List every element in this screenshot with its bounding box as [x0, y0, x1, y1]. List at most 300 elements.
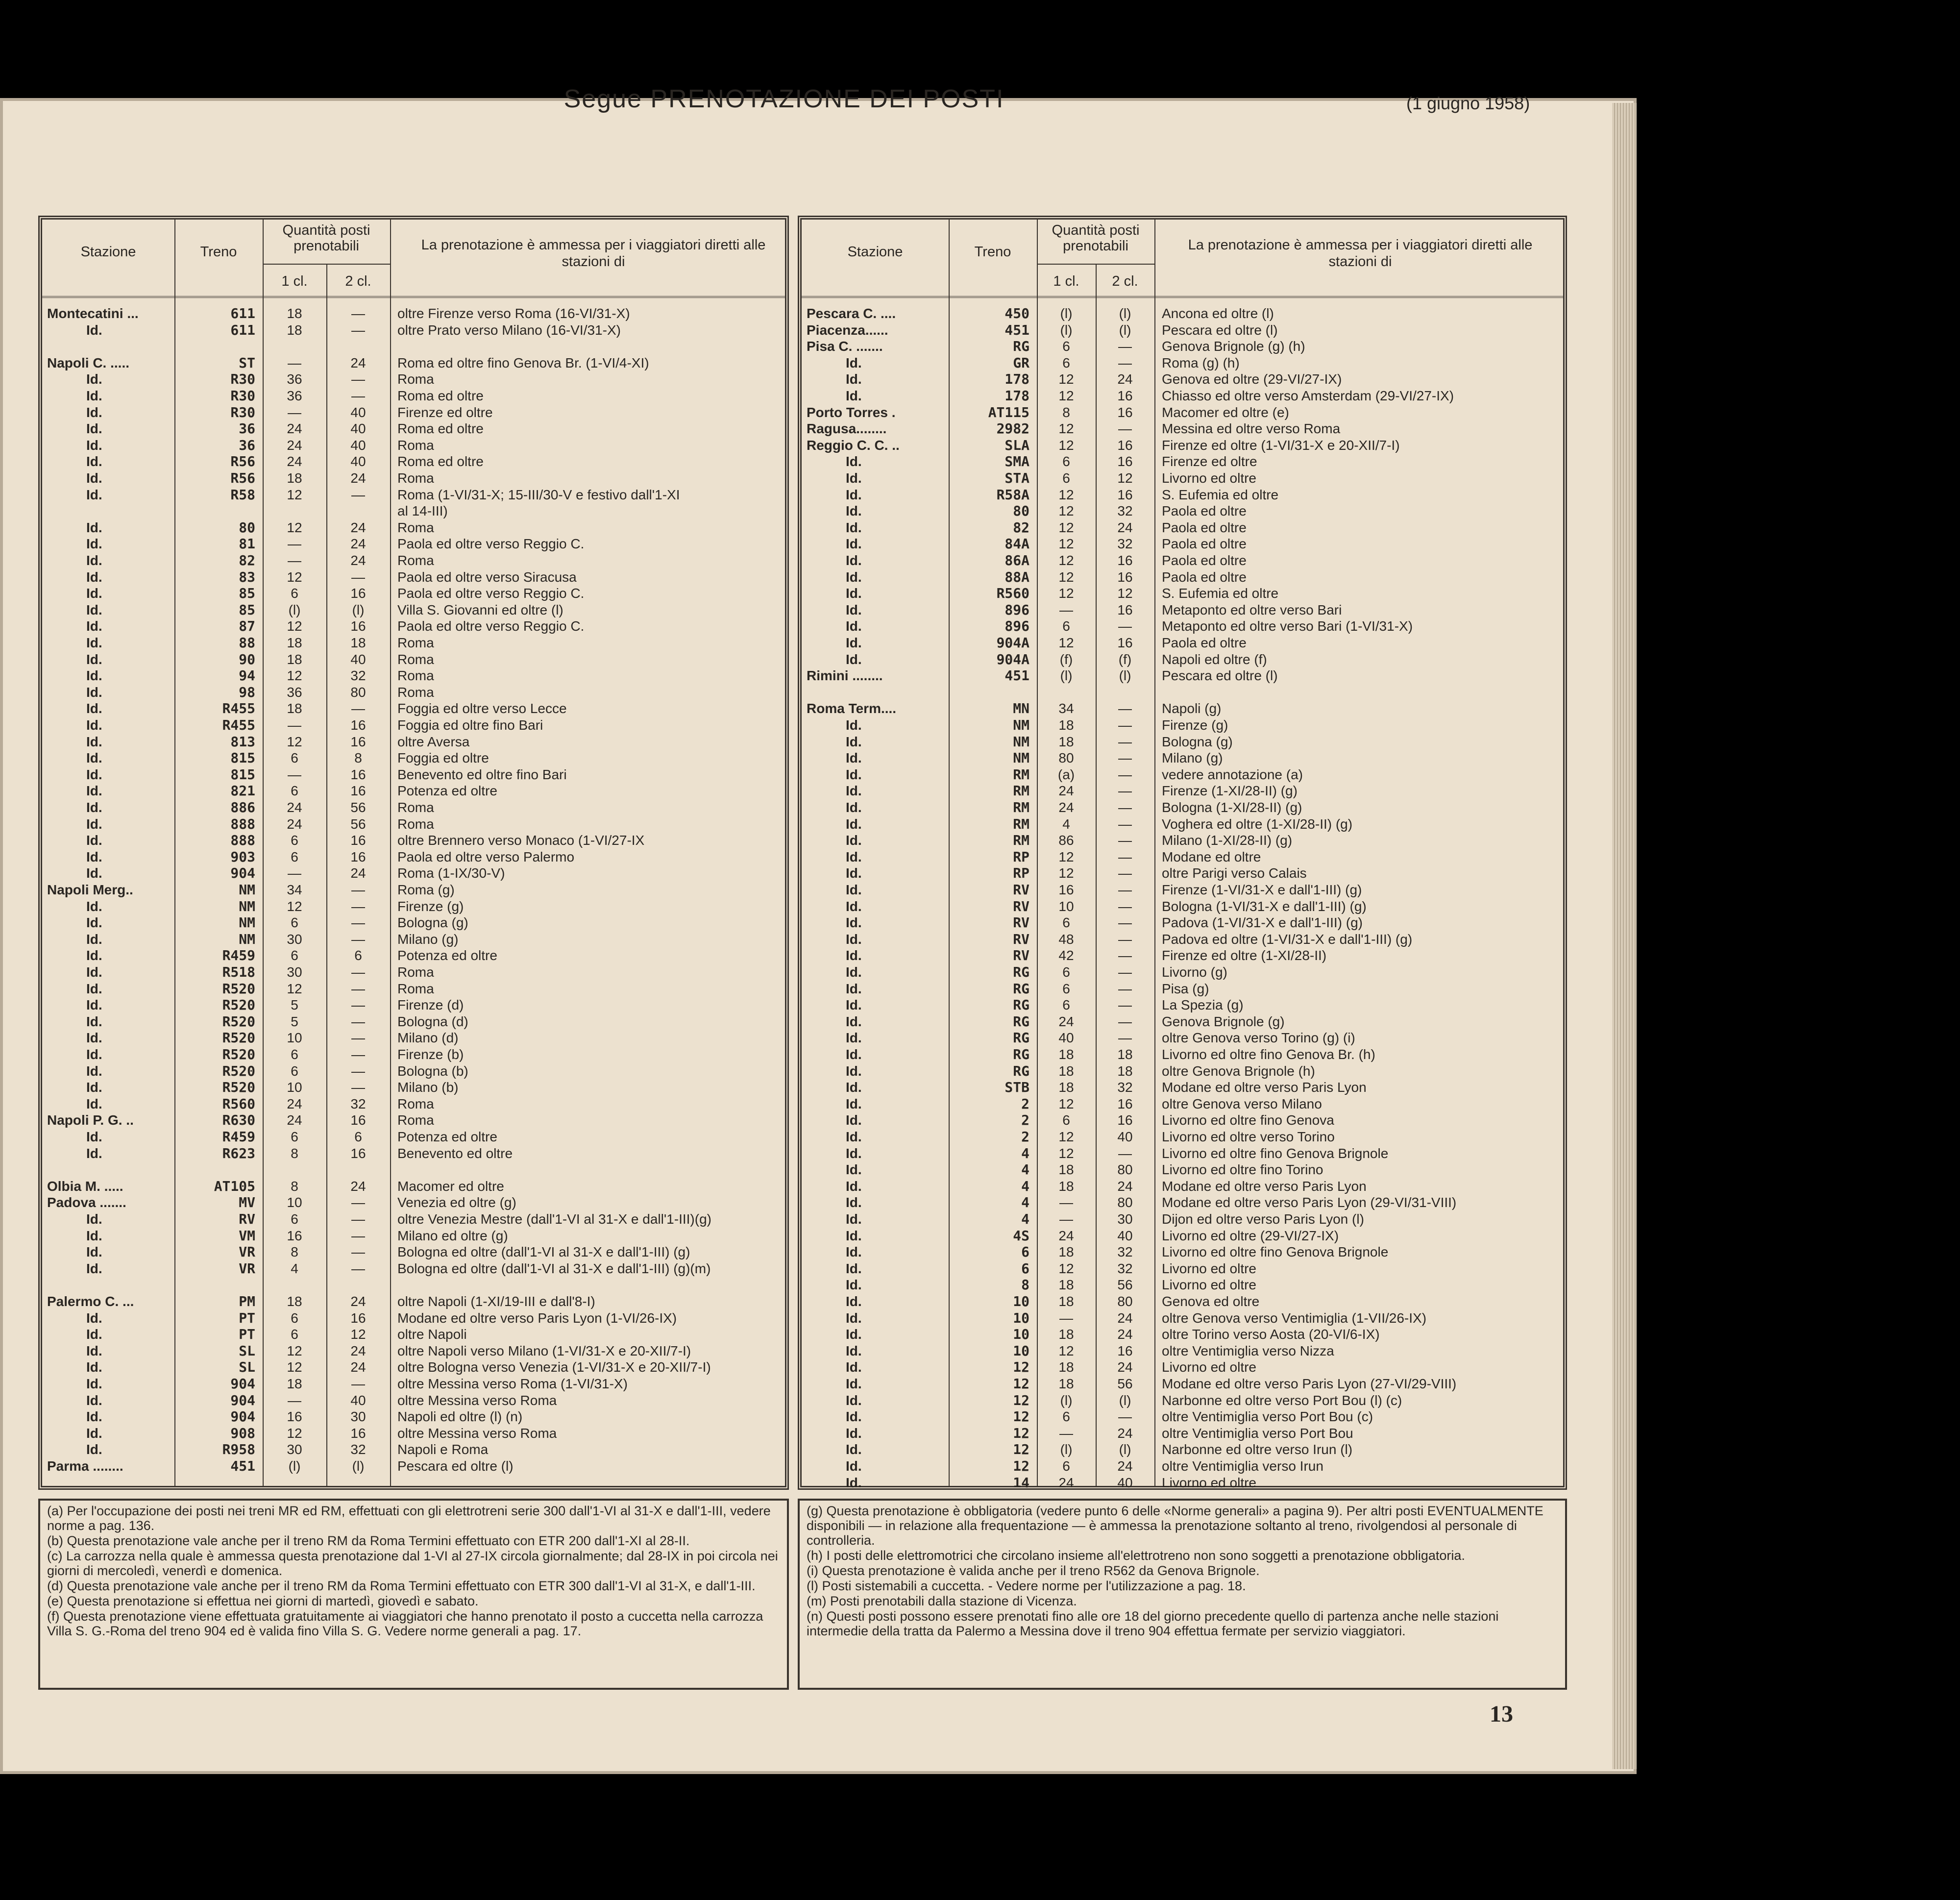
destination-cell: Genova ed oltre [1162, 1294, 1260, 1309]
first-class-seats: 18 [287, 322, 302, 338]
train-cell: MN [1013, 700, 1029, 717]
destination-cell: Firenze (g) [1162, 717, 1228, 733]
first-class-seats: 30 [287, 931, 302, 947]
train-cell: R520 [222, 1046, 255, 1062]
station-cell: Id. [846, 816, 862, 832]
table-row [802, 1030, 1563, 1046]
table-row [802, 1112, 1563, 1128]
station-cell: Id. [846, 519, 862, 535]
destination-cell: oltre Genova verso Ventimiglia (1-VII/26-IX) [1162, 1310, 1427, 1326]
station-cell: Id. [86, 602, 102, 617]
train-cell: RG [1013, 1062, 1029, 1079]
footnotes-right [798, 1499, 1567, 1690]
destination-cell: Genova Brignole (g) (h) [1162, 339, 1305, 354]
destination-cell: oltre Ventimiglia verso Port Bou [1162, 1425, 1353, 1441]
destination-cell: Narbonne ed oltre verso Port Bou (l) (c) [1162, 1392, 1402, 1408]
station-cell: Id. [86, 487, 102, 502]
station-cell: Id. [86, 1047, 102, 1062]
footnote: (h) I posti delle elettromotrici che circolano insieme all'elettrotreno non sono soggetti a prenotazione obbligatoria. [807, 1548, 1465, 1563]
train-cell: 4S [1013, 1227, 1029, 1244]
first-class-seats: 12 [1058, 388, 1074, 403]
destination-cell: Firenze ed oltre (1-VI/31-X e 20-XII/7-I) [1162, 437, 1400, 453]
destination-cell: Potenza ed oltre [397, 1129, 497, 1144]
table-row [42, 931, 785, 947]
table-row [42, 519, 785, 536]
train-cell: R520 [222, 1062, 255, 1079]
second-class-seats: 16 [350, 618, 366, 634]
train-cell: R520 [222, 1079, 255, 1096]
station-cell: Id. [86, 1013, 102, 1029]
destination-cell: Modane ed oltre verso Paris Lyon [1162, 1178, 1367, 1194]
train-cell: 904 [230, 1376, 255, 1392]
station-cell: Parma ........ [47, 1458, 123, 1474]
destination-cell: Bologna (g) [1162, 734, 1233, 749]
first-class-seats: 24 [287, 1112, 302, 1128]
table-row [802, 1425, 1563, 1441]
train-cell: GR [1013, 354, 1029, 371]
station-cell: Id. [86, 833, 102, 848]
destination-cell: oltre Venezia Mestre (dall'1-VI al 31-X e dall'1-III)(g) [397, 1211, 711, 1227]
station-cell: Id. [86, 454, 102, 469]
second-class-seats: (l) [352, 602, 365, 617]
table-row [802, 635, 1563, 651]
first-class-seats: 18 [1058, 1178, 1074, 1194]
table-row [802, 750, 1563, 766]
train-cell: 908 [230, 1425, 255, 1441]
first-class-seats: 12 [287, 569, 302, 585]
second-class-seats: 32 [1117, 503, 1133, 519]
second-class-seats: 16 [350, 766, 366, 782]
second-class-seats: 16 [1117, 437, 1133, 453]
train-cell: R623 [222, 1145, 255, 1161]
station-cell: Id. [86, 1359, 102, 1375]
destination-cell: La Spezia (g) [1162, 997, 1244, 1013]
train-cell: 896 [1004, 601, 1029, 618]
table-row [42, 700, 785, 716]
station-cell: Id. [846, 470, 862, 486]
train-cell: 611 [230, 321, 255, 338]
first-class-seats: 12 [1058, 371, 1074, 387]
table-row [802, 931, 1563, 947]
second-class-seats: — [1118, 833, 1132, 848]
train-cell: R520 [222, 980, 255, 997]
destination-cell: Paola ed oltre [1162, 553, 1247, 568]
destination-cell: Roma [397, 437, 434, 453]
destination-cell: Livorno ed oltre [1162, 470, 1257, 486]
destination-cell: oltre Parigi verso Calais [1162, 865, 1307, 881]
second-class-seats: — [351, 1195, 365, 1210]
train-cell: 88 [239, 635, 255, 651]
table-row [802, 914, 1563, 931]
destination-cell: Milano (b) [397, 1080, 459, 1095]
destination-cell: Pisa (g) [1162, 981, 1209, 996]
destination-cell: oltre Genova verso Milano [1162, 1096, 1322, 1111]
train-cell: 904A [996, 635, 1029, 651]
first-class-seats: 6 [291, 833, 298, 848]
destination-cell: Firenze ed oltre [397, 404, 493, 420]
second-class-seats: 24 [1117, 1178, 1133, 1194]
second-class-seats: 24 [350, 355, 366, 370]
train-cell: R30 [230, 404, 255, 420]
train-cell: 12 [1013, 1408, 1029, 1425]
table-row [42, 338, 785, 354]
table-row [802, 585, 1563, 601]
header-quantita: Quantità posti prenotabili [1052, 222, 1140, 254]
table-row [802, 470, 1563, 486]
station-cell: Id. [86, 1425, 102, 1441]
train-cell: 2 [1021, 1112, 1029, 1129]
station-cell: Id. [86, 569, 102, 585]
table-row [42, 1244, 785, 1260]
destination-cell: Napoli ed oltre (l) (n) [397, 1409, 523, 1425]
first-class-seats: 24 [287, 816, 302, 832]
table-row [42, 1425, 785, 1441]
station-cell: Id. [846, 1343, 862, 1358]
first-class-seats: 36 [287, 371, 302, 387]
first-class-seats: 16 [287, 1409, 302, 1425]
station-cell: Id. [86, 915, 102, 931]
first-class-seats: 6 [1062, 339, 1070, 354]
table-row [42, 832, 785, 848]
train-cell: 813 [230, 733, 255, 750]
destination-cell: oltre Firenze verso Roma (16-VI/31-X) [397, 306, 630, 321]
station-cell: Id. [86, 1063, 102, 1079]
station-cell: Id. [846, 800, 862, 815]
second-class-seats: 32 [350, 1442, 366, 1457]
first-class-seats: 12 [287, 1425, 302, 1441]
second-class-seats: — [1118, 997, 1132, 1013]
train-cell: RM [1013, 799, 1029, 815]
first-class-seats: 24 [1058, 1228, 1074, 1243]
train-cell: R459 [222, 947, 255, 964]
first-class-seats: 5 [291, 997, 298, 1013]
train-cell: 904 [230, 1408, 255, 1425]
train-cell: 81 [239, 536, 255, 552]
destination-cell: Metaponto ed oltre verso Bari (1-VI/31-X) [1162, 618, 1413, 634]
destination-cell: Metaponto ed oltre verso Bari [1162, 602, 1342, 617]
destination-cell: Foggia ed oltre fino Bari [397, 717, 543, 733]
destination-cell: Roma (g) (h) [1162, 355, 1240, 370]
table-row [42, 1441, 785, 1457]
second-class-seats: 32 [1117, 1080, 1133, 1095]
first-class-seats: — [1059, 1211, 1073, 1227]
train-cell: VR [239, 1244, 255, 1260]
header-treno: Treno [974, 244, 1011, 260]
destination-cell: Messina ed oltre verso Roma [1162, 421, 1341, 437]
table-row [42, 536, 785, 552]
destination-cell: vedere annotazione (a) [1162, 766, 1303, 782]
table-row [42, 453, 785, 469]
table-row [802, 865, 1563, 881]
first-class-seats: 48 [1058, 931, 1074, 947]
station-cell: Id. [846, 865, 862, 881]
table-row [802, 1096, 1563, 1112]
table-row [802, 1161, 1563, 1178]
second-class-seats: 40 [1117, 1475, 1133, 1490]
first-class-seats: (l) [1060, 322, 1073, 338]
destination-cell: Roma [397, 816, 434, 832]
second-class-seats: — [351, 1376, 365, 1391]
station-cell: Id. [846, 1310, 862, 1326]
station-cell: Id. [846, 1392, 862, 1408]
second-class-seats: 16 [350, 1310, 366, 1326]
footnote: (l) Posti sistemabili a cuccetta. - Vedere norme per l'utilizzazione a pag. 18. [807, 1579, 1246, 1593]
destination-cell: Firenze (g) [397, 898, 464, 914]
station-cell: Id. [846, 1080, 862, 1095]
station-cell: Id. [846, 602, 862, 617]
second-class-seats: — [351, 1080, 365, 1095]
destination-cell: Genova ed oltre (29-VI/27-IX) [1162, 371, 1342, 387]
first-class-seats: 24 [287, 421, 302, 437]
train-cell: 10 [1013, 1342, 1029, 1359]
footnotes-left [38, 1499, 789, 1690]
first-class-seats: 18 [287, 1376, 302, 1391]
station-cell: Id. [86, 1080, 102, 1095]
table-row [802, 569, 1563, 585]
table-row [802, 1228, 1563, 1244]
table-row [802, 1244, 1563, 1260]
first-class-seats: 42 [1058, 948, 1074, 963]
second-class-seats: 40 [1117, 1228, 1133, 1243]
train-cell: RG [1013, 1030, 1029, 1046]
train-cell: R455 [222, 700, 255, 717]
first-class-seats: 6 [1062, 964, 1070, 980]
station-cell: Id. [846, 586, 862, 601]
station-cell: Id. [86, 1129, 102, 1144]
first-class-seats: 6 [291, 1063, 298, 1079]
second-class-seats: (l) [1119, 1392, 1131, 1408]
station-cell: Id. [86, 388, 102, 403]
destination-cell: Roma [397, 668, 434, 684]
destination-cell: Ancona ed oltre (l) [1162, 306, 1274, 321]
train-cell: 451 [230, 1458, 255, 1474]
table-row [802, 783, 1563, 799]
destination-cell: Villa S. Giovanni ed oltre (l) [397, 602, 564, 617]
train-cell: 6 [1021, 1244, 1029, 1260]
first-class-seats: 6 [1062, 618, 1070, 634]
first-class-seats: 10 [287, 1195, 302, 1210]
station-cell: Id. [846, 717, 862, 733]
station-cell: Id. [86, 437, 102, 453]
station-cell: Id. [846, 487, 862, 502]
train-cell: RG [1013, 980, 1029, 997]
second-class-seats: 30 [350, 1409, 366, 1425]
first-class-seats: (l) [288, 1458, 301, 1474]
table-row [802, 964, 1563, 980]
destination-cell: oltre Prato verso Milano (16-VI/31-X) [397, 322, 621, 338]
first-class-seats: 6 [291, 750, 298, 766]
second-class-seats: 80 [1117, 1195, 1133, 1210]
station-cell: Id. [846, 1145, 862, 1161]
station-cell: Pescara C. .... [807, 306, 896, 321]
second-class-seats: — [1118, 1030, 1132, 1046]
first-class-seats: (l) [1060, 306, 1073, 321]
destination-cell: Roma [397, 1096, 434, 1111]
train-cell: 178 [1004, 371, 1029, 388]
destination-cell: Padova ed oltre (1-VI/31-X e dall'1-III) (g) [1162, 931, 1413, 947]
station-cell: Id. [846, 618, 862, 634]
table-row [42, 651, 785, 667]
station-cell: Id. [86, 1030, 102, 1046]
destination-cell: oltre Messina verso Roma (1-VI/31-X) [397, 1376, 628, 1391]
second-class-seats: (l) [1119, 322, 1131, 338]
station-cell: Id. [86, 1096, 102, 1111]
station-cell: Id. [846, 1409, 862, 1425]
first-class-seats: (l) [1060, 668, 1073, 684]
table-row [42, 552, 785, 568]
station-cell: Id. [846, 388, 862, 403]
table-row [802, 766, 1563, 783]
train-cell: 12 [1013, 1376, 1029, 1392]
destination-cell: Bologna (g) [397, 915, 468, 931]
header-stazione: Stazione [80, 244, 136, 260]
destination-cell: Livorno ed oltre [1162, 1260, 1257, 1276]
table-row [42, 404, 785, 420]
table-row [802, 1376, 1563, 1392]
train-cell: 12 [1013, 1425, 1029, 1441]
train-cell: SL [239, 1342, 255, 1359]
second-class-seats: — [1118, 849, 1132, 864]
train-cell: 886 [230, 799, 255, 815]
table-row [42, 1277, 785, 1293]
train-cell: 12 [1013, 1441, 1029, 1458]
train-cell: 888 [230, 815, 255, 832]
table-row [802, 667, 1563, 684]
first-class-seats: 4 [291, 1260, 298, 1276]
second-class-seats: — [351, 1047, 365, 1062]
first-class-seats: 18 [1058, 1162, 1074, 1178]
first-class-seats: 18 [287, 651, 302, 667]
train-cell: 82 [239, 552, 255, 568]
station-cell: Id. [86, 800, 102, 815]
first-class-seats: 6 [291, 915, 298, 931]
second-class-seats: 16 [1117, 487, 1133, 502]
train-cell: RG [1013, 338, 1029, 355]
station-cell: Id. [846, 783, 862, 799]
header-cl2: 2 cl. [1112, 273, 1138, 289]
table-row [42, 684, 785, 700]
train-cell: NM [1013, 717, 1029, 733]
first-class-seats: 18 [287, 701, 302, 716]
second-class-seats: 24 [350, 1294, 366, 1309]
train-cell: 903 [230, 848, 255, 865]
second-class-seats: — [351, 931, 365, 947]
first-class-seats: 6 [1062, 915, 1070, 931]
second-class-seats: — [351, 306, 365, 321]
first-class-seats: 12 [1058, 536, 1074, 552]
destination-cell: Paola ed oltre [1162, 536, 1247, 552]
station-cell: Id. [846, 1211, 862, 1227]
first-class-seats: 6 [1062, 454, 1070, 469]
second-class-seats: 16 [350, 1112, 366, 1128]
destination-cell: Livorno ed oltre verso Torino [1162, 1129, 1335, 1144]
first-class-seats: — [288, 404, 301, 420]
destination-cell: Milano (d) [397, 1030, 459, 1046]
table-row [802, 684, 1563, 700]
second-class-seats: — [351, 1211, 365, 1227]
destination-cell: oltre Genova Brignole (h) [1162, 1063, 1315, 1079]
station-cell: Piacenza...... [807, 322, 888, 338]
first-class-seats: 30 [287, 964, 302, 980]
train-cell: R56 [230, 470, 255, 486]
station-cell: Padova ....... [47, 1195, 126, 1210]
train-cell: VM [239, 1227, 255, 1244]
first-class-seats: 12 [1058, 635, 1074, 650]
table-row [42, 816, 785, 832]
station-cell: Id. [86, 1145, 102, 1161]
train-cell: 450 [1004, 305, 1029, 321]
table-header [802, 220, 1563, 298]
table-row [42, 1376, 785, 1392]
destination-cell: oltre Brennero verso Monaco (1-VI/27-IX [397, 833, 645, 848]
destination-cell: Bologna (b) [397, 1063, 468, 1079]
first-class-seats: (l) [1060, 1392, 1073, 1408]
table-row [42, 470, 785, 486]
second-class-seats: 16 [350, 1425, 366, 1441]
table-row [802, 519, 1563, 536]
second-class-seats: — [351, 371, 365, 387]
station-cell: Porto Torres . [807, 404, 896, 420]
first-class-seats: 34 [1058, 701, 1074, 716]
train-cell: PT [239, 1326, 255, 1343]
first-class-seats: 6 [1062, 355, 1070, 370]
second-class-seats: 16 [1117, 1112, 1133, 1128]
table-row [42, 437, 785, 453]
second-class-seats: 16 [350, 783, 366, 799]
second-class-seats: 16 [350, 734, 366, 749]
first-class-seats: 12 [1058, 519, 1074, 535]
edition-date: (1 giugno 1958) [1406, 93, 1530, 113]
station-cell: Id. [86, 421, 102, 437]
station-cell: Id. [86, 1392, 102, 1408]
train-cell: 451 [1004, 667, 1029, 684]
table-row [42, 355, 785, 371]
train-cell: 4 [1021, 1178, 1029, 1194]
second-class-seats: — [351, 388, 365, 403]
first-class-seats: 12 [287, 618, 302, 634]
first-class-seats: 10 [287, 1080, 302, 1095]
train-cell: 87 [239, 618, 255, 635]
table-row [42, 914, 785, 931]
station-cell: Id. [846, 1327, 862, 1342]
destination-cell: Firenze (1-XI/28-II) (g) [1162, 783, 1298, 799]
header-cl1: 1 cl. [281, 273, 308, 289]
header-stazione: Stazione [847, 244, 903, 260]
train-cell: 98 [239, 684, 255, 700]
first-class-seats: 18 [1058, 1047, 1074, 1062]
second-class-seats: 32 [1117, 536, 1133, 552]
second-class-seats: — [351, 1013, 365, 1029]
first-class-seats: 12 [287, 1343, 302, 1358]
train-cell: 80 [239, 519, 255, 536]
second-class-seats: 24 [350, 553, 366, 568]
table-row [802, 1392, 1563, 1408]
station-cell: Id. [86, 553, 102, 568]
station-cell: Id. [846, 833, 862, 848]
station-cell: Id. [86, 470, 102, 486]
table-row [802, 404, 1563, 420]
train-cell: 85 [239, 601, 255, 618]
train-cell: R30 [230, 388, 255, 404]
destination-cell: Livorno (g) [1162, 964, 1227, 980]
destination-cell: Foggia ed oltre verso Lecce [397, 701, 567, 716]
first-class-seats: — [1059, 602, 1073, 617]
first-class-seats: 6 [291, 586, 298, 601]
station-cell: Id. [86, 1343, 102, 1358]
first-class-seats: — [288, 536, 301, 552]
second-class-seats: 24 [350, 519, 366, 535]
train-cell: RP [1013, 865, 1029, 882]
